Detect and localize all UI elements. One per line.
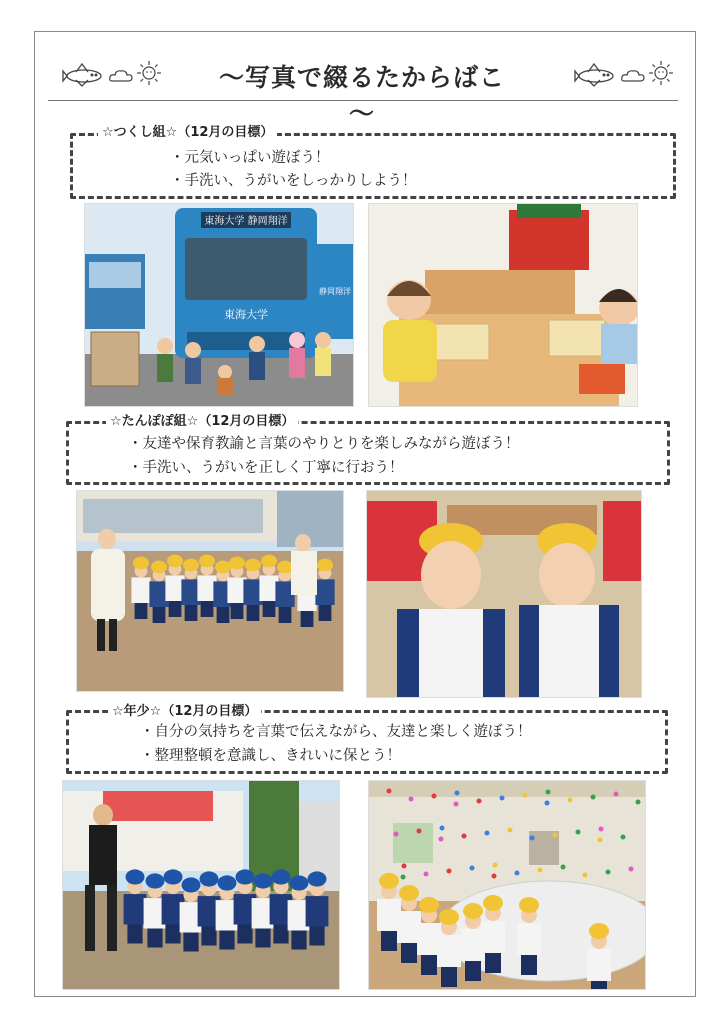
page-title: ～写真で綴るたからばこ～ bbox=[218, 63, 505, 128]
cloud-icon bbox=[620, 68, 646, 84]
ball-icon bbox=[576, 830, 581, 835]
ball-icon bbox=[440, 826, 445, 831]
ball-icon bbox=[538, 868, 543, 873]
goal-item: ・手洗い、うがいをしっかりしよう！ bbox=[170, 173, 417, 189]
bus-side-label-2: 静岡翔洋 bbox=[319, 287, 351, 296]
bus-side-label: 東海大学 bbox=[224, 308, 268, 321]
ball-icon bbox=[530, 836, 535, 841]
goal-item: ・友達や保育教諭と言葉のやりとりを楽しみながら遊ぼう！ bbox=[128, 436, 520, 452]
ball-icon bbox=[387, 789, 392, 794]
ball-icon bbox=[636, 800, 641, 805]
ball-icon bbox=[508, 828, 513, 833]
ball-icon bbox=[591, 795, 596, 800]
ball-icon bbox=[493, 863, 498, 868]
ball-icon bbox=[568, 798, 573, 803]
ball-icon bbox=[455, 791, 460, 796]
ball-icon bbox=[417, 829, 422, 834]
lunch-photo bbox=[368, 203, 638, 407]
ball-icon bbox=[401, 875, 406, 880]
airplane-icon bbox=[62, 62, 106, 88]
parachute-play-photo bbox=[368, 780, 646, 990]
ball-icon bbox=[402, 864, 407, 869]
ball-icon bbox=[500, 796, 505, 801]
airplane-icon bbox=[574, 62, 618, 88]
ball-icon bbox=[470, 866, 475, 871]
two-children-photo bbox=[366, 490, 642, 698]
ball-icon bbox=[598, 838, 603, 843]
header-divider bbox=[48, 100, 678, 101]
goal-item: ・自分の気持ちを言葉で伝えながら、友達と楽しく遊ぼう！ bbox=[140, 724, 532, 740]
ball-icon bbox=[447, 869, 452, 874]
child-figure bbox=[587, 923, 611, 989]
ball-icon bbox=[409, 797, 414, 802]
outdoor-exercise-photo bbox=[62, 780, 340, 990]
sun-icon bbox=[648, 60, 674, 86]
goal-tag: （12月の目標） bbox=[198, 414, 295, 429]
ball-icon bbox=[424, 872, 429, 877]
class-name: ☆年少☆ bbox=[112, 704, 162, 719]
header bbox=[44, 56, 684, 128]
ball-icon bbox=[439, 837, 444, 842]
ball-icon bbox=[629, 867, 634, 872]
goal-tag: （12月の目標） bbox=[161, 704, 258, 719]
goal-item: ・整理整頓を意識し、きれいに保とう！ bbox=[140, 748, 401, 764]
goal-item: ・手洗い、うがいを正しく丁寧に行おう！ bbox=[128, 460, 404, 476]
bus-photo bbox=[84, 203, 354, 407]
ball-icon bbox=[545, 801, 550, 806]
sun-icon bbox=[136, 60, 162, 86]
ball-icon bbox=[614, 792, 619, 797]
bus-sign: 東海大学 静岡翔洋 bbox=[204, 216, 288, 227]
ball-icon bbox=[606, 870, 611, 875]
ball-icon bbox=[492, 874, 497, 879]
class-label-tanpopo bbox=[106, 410, 298, 429]
ball-icon bbox=[462, 834, 467, 839]
ball-icon bbox=[454, 802, 459, 807]
ball-icon bbox=[394, 832, 399, 837]
ball-icon bbox=[561, 865, 566, 870]
ball-icon bbox=[485, 831, 490, 836]
goal-tag: （12月の目標） bbox=[177, 125, 274, 140]
ball-icon bbox=[621, 835, 626, 840]
ball-icon bbox=[583, 873, 588, 878]
ball-icon bbox=[599, 827, 604, 832]
cloud-icon bbox=[108, 68, 134, 84]
ball-icon bbox=[477, 799, 482, 804]
class-name: ☆つくし組☆ bbox=[102, 125, 178, 140]
ball-icon bbox=[515, 871, 520, 876]
ball-icon bbox=[546, 790, 551, 795]
ball-icon bbox=[523, 793, 528, 798]
ball-icon bbox=[432, 794, 437, 799]
class-name: ☆たんぽぽ組☆ bbox=[110, 414, 199, 429]
ball-icon bbox=[553, 833, 558, 838]
goal-item: ・元気いっぱい遊ぼう！ bbox=[170, 150, 330, 166]
yard-group-photo bbox=[76, 490, 344, 692]
class-label-nensho bbox=[108, 700, 261, 719]
class-label-tsukushi bbox=[98, 121, 277, 140]
